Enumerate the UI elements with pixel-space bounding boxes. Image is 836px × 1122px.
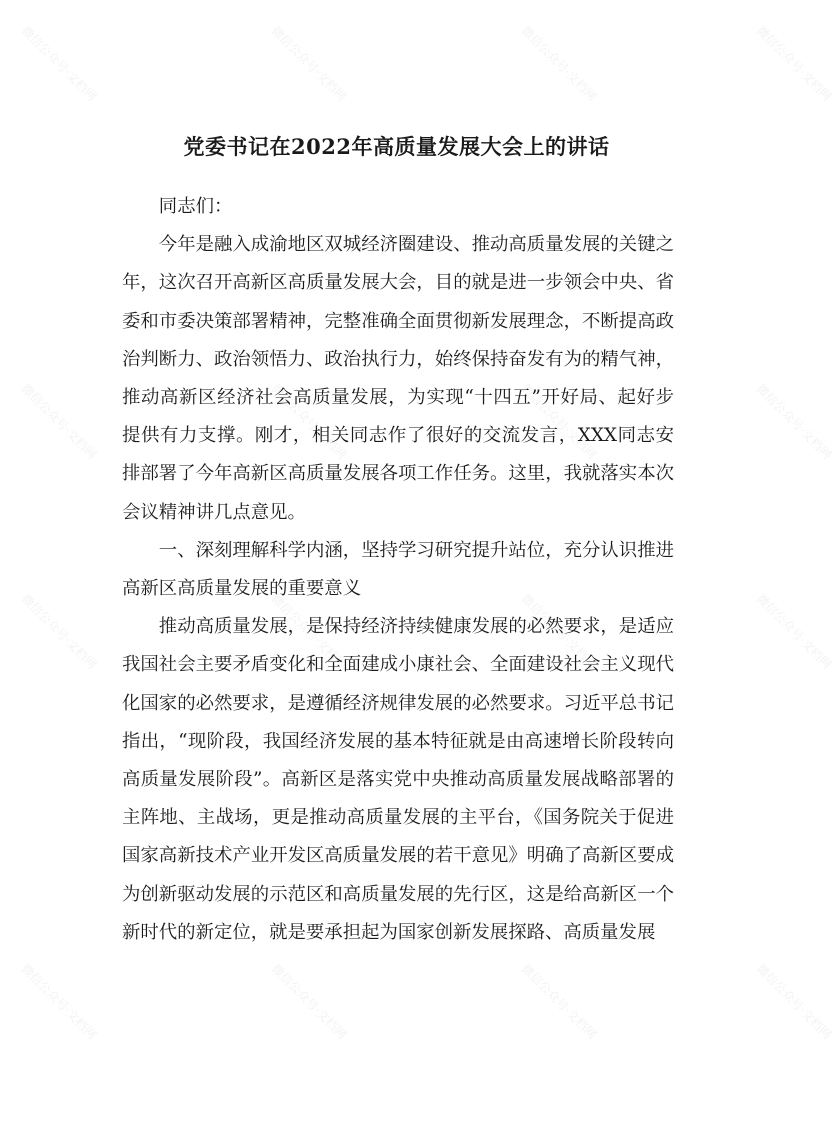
watermark: 微信公众号·文档网: [753, 591, 835, 672]
watermark: 微信公众号·文档网: [268, 961, 350, 1042]
watermark: 微信公众号·文档网: [18, 23, 100, 104]
watermark: 微信公众号·文档网: [518, 961, 600, 1042]
watermark: 微信公众号·文档网: [268, 23, 350, 104]
watermark: 微信公众号·文档网: [518, 591, 600, 672]
watermark: 微信公众号·文档网: [753, 23, 835, 104]
watermark: 微信公众号·文档网: [18, 961, 100, 1042]
watermark: 微信公众号·文档网: [753, 381, 835, 462]
document-body: [122, 188, 674, 952]
paragraph-section-1: 推动高质量发展，是保持经济持续健康发展的必然要求，是适应我国社会主要矛盾变化和全面建成小康社会、全面建设社会主义现代化国家的必然要求，是遵循经济规律发展的必然要求。习近平总书记指出，“现阶段，我国经济发展的基本特征就是由高速增长阶段转向高质量发展阶段”。高新区是落实党中央推动高质量发展战略部署的主阵地、主战场，更是推动高质量发展的主平台，《国务院关于促进国家高新技术产业开发区高质量发展的若干意见》明确了高新区要成为创新驱动发展的示范区和高质量发展的先行区，这是给高新区一个新时代的新定位，就是要承担起为国家创新发展探路、高质量发展: [122, 616, 674, 943]
section-heading-1: 一、深刻理解科学内涵，坚持学习研究提升站位，充分认识推进高新区高质量发展的重要意义: [122, 539, 674, 600]
paragraph-intro: 今年是融入成渝地区双城经济圈建设、推动高质量发展的关键之年，这次召开高新区高质量发展大会，目的就是进一步领会中央、省委和市委决策部署精神，完整准确全面贯彻新发展理念，不断提高政治判断力、政治领悟力、政治执行力，始终保持奋发有为的精气神，推动高新区经济社会高质量发展，为实现“十四五”开好局、起好步提供有力支撑。刚才，相关同志作了很好的交流发言，XXX同志安排部署了今年高新区高质量发展各项工作任务。这里，我就落实本次会议精神讲几点意见。: [122, 234, 674, 523]
watermark: 微信公众号·文档网: [268, 381, 350, 462]
salutation: 同志们：: [158, 196, 233, 217]
watermark: 微信公众号·文档网: [268, 591, 350, 672]
document-title: 党委书记在2022年高质量发展大会上的讲话: [183, 134, 610, 159]
watermark: 微信公众号·文档网: [753, 961, 835, 1042]
watermark: 微信公众号·文档网: [18, 591, 100, 672]
watermark: 微信公众号·文档网: [18, 381, 100, 462]
watermark: 微信公众号·文档网: [518, 381, 600, 462]
watermark: 微信公众号·文档网: [518, 23, 600, 104]
